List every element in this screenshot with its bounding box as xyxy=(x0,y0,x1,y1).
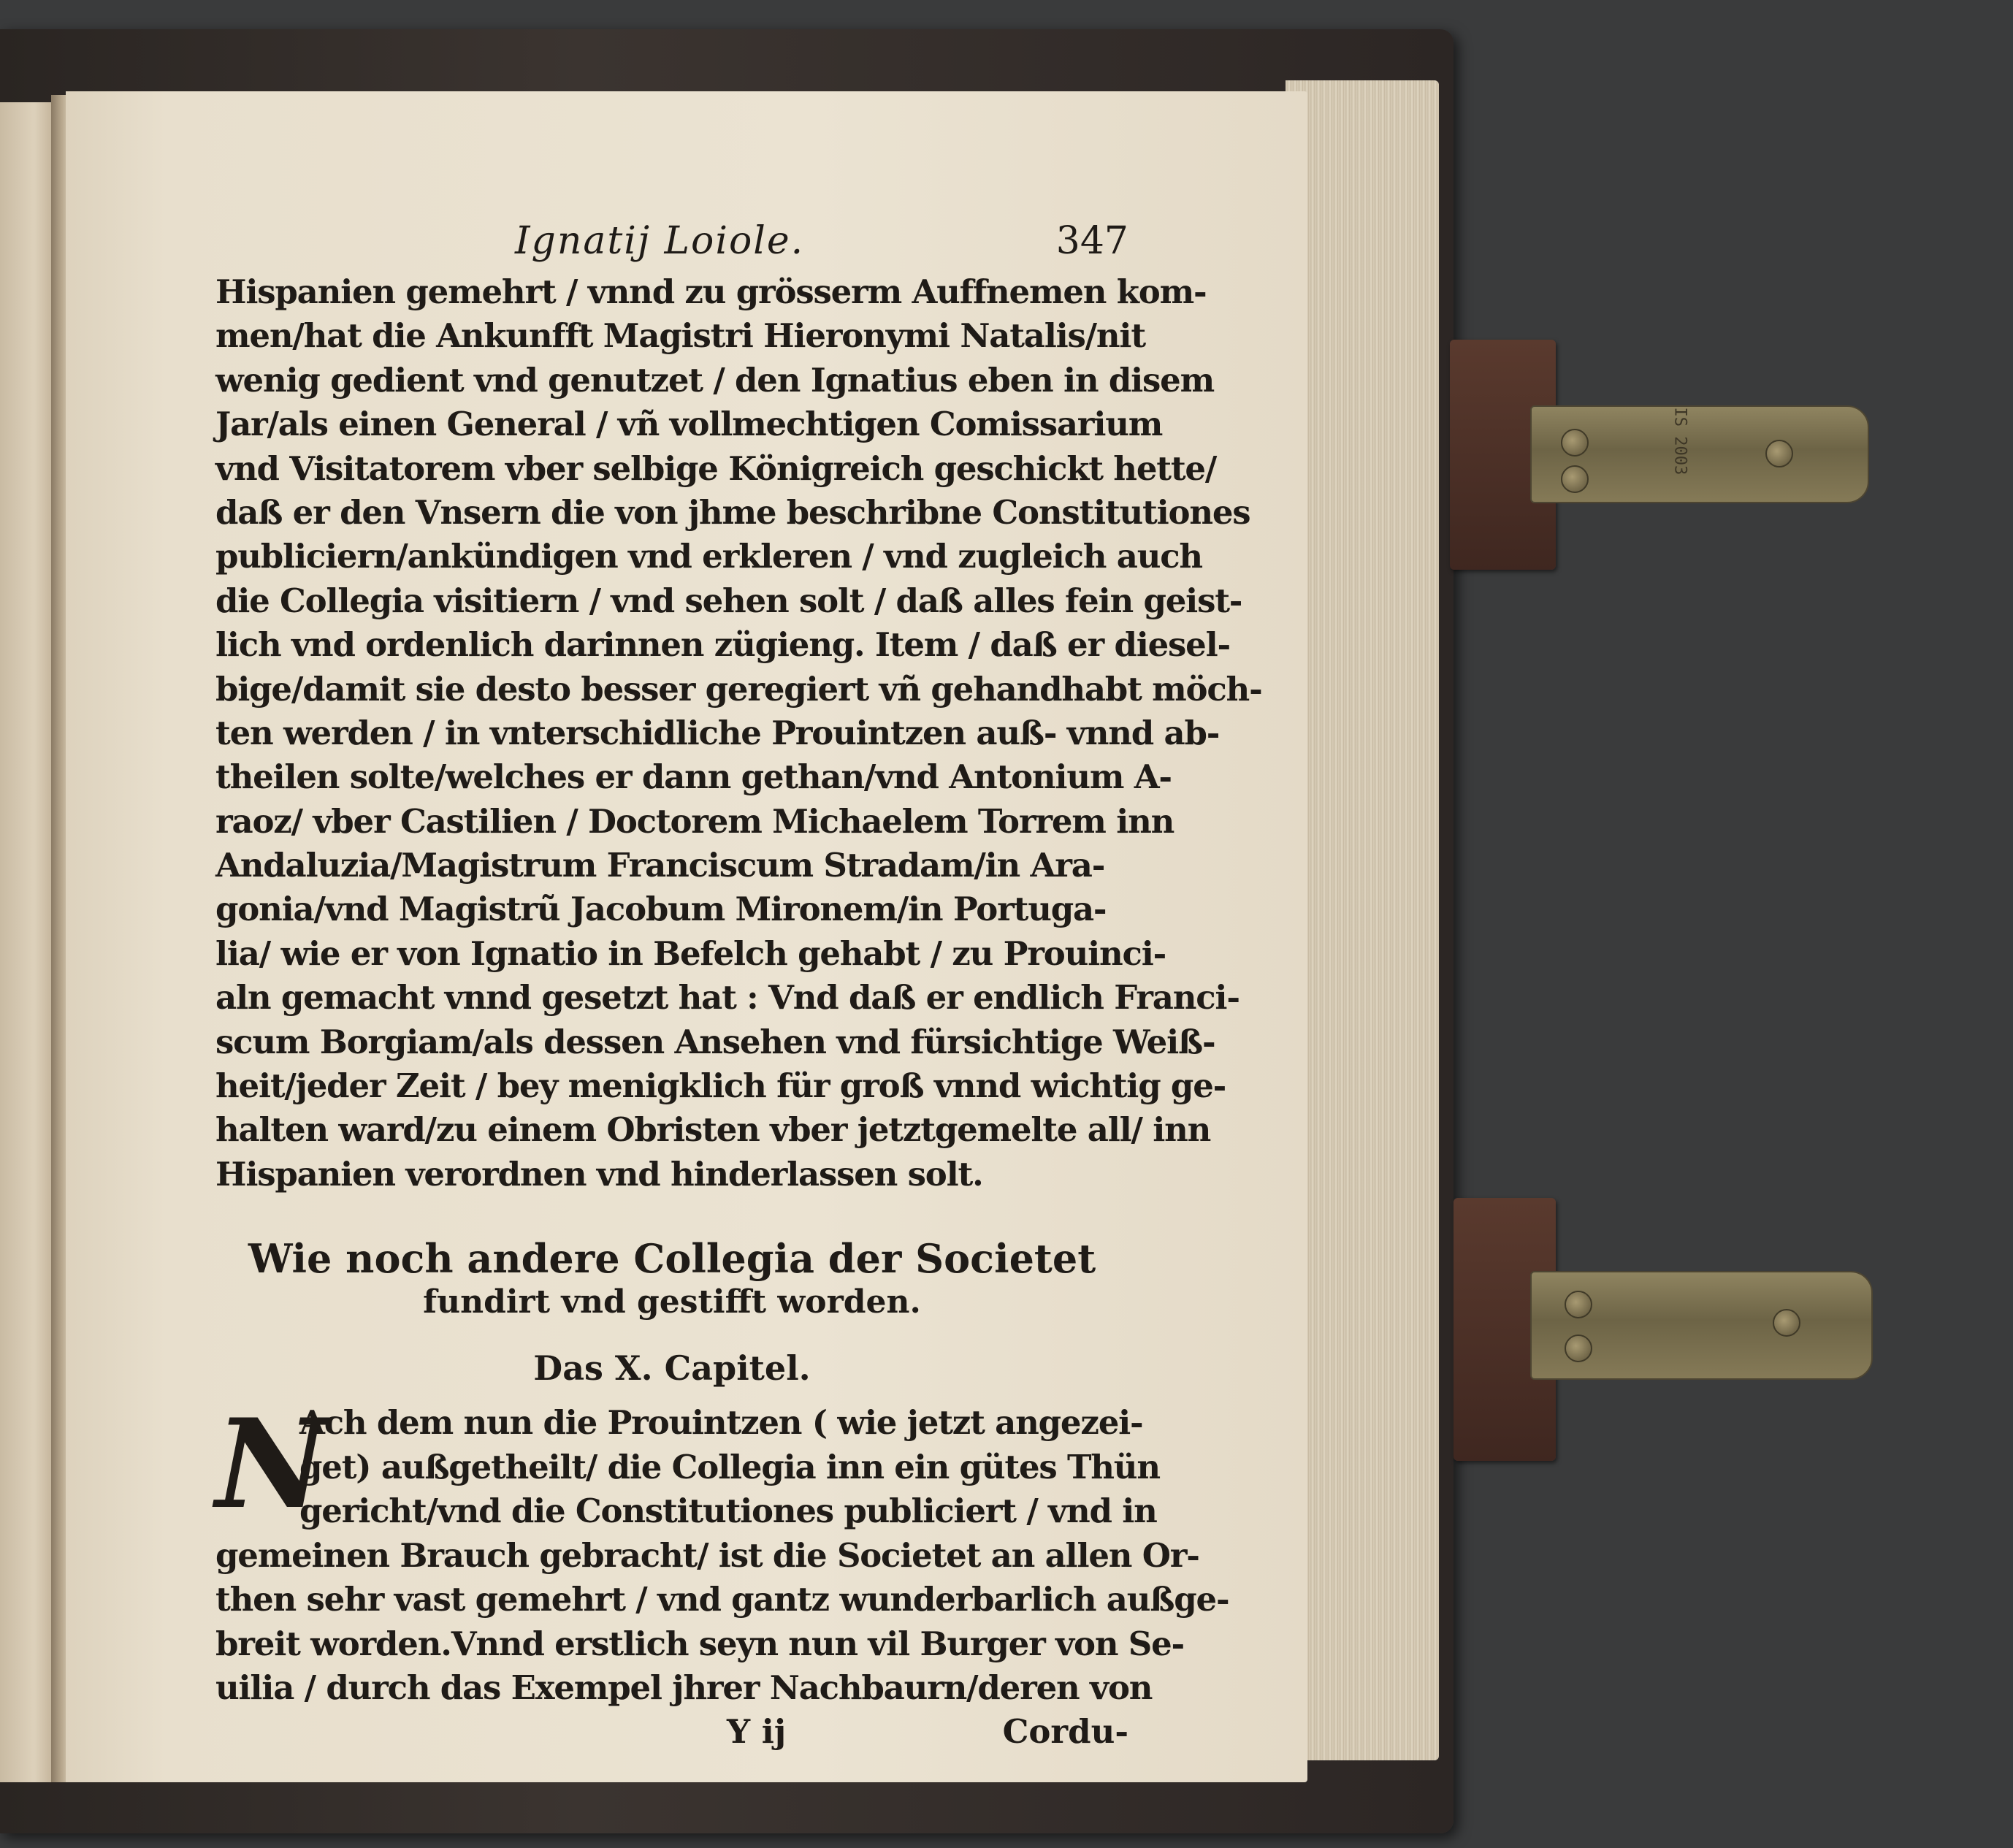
text-line: theilen solte/welches er dann gethan/vnd Antonium A- xyxy=(215,757,1172,797)
signature-mark: Y ij xyxy=(727,1711,787,1751)
section-heading xyxy=(215,1234,1128,1394)
facing-page-edge xyxy=(0,102,57,1782)
section-subtitle: fundirt vnd gestifft worden. xyxy=(423,1283,921,1321)
text-line: scum Borgiam/als dessen Ansehen vnd fürsichtige Weiß- xyxy=(215,1022,1215,1061)
upper-clasp-plate xyxy=(1530,405,1869,503)
chapter-label: Das X. Capitel. xyxy=(533,1348,811,1389)
catchword: Cordu- xyxy=(1002,1711,1128,1751)
text-line: gonia/vnd Magistrũ Jacobum Mironem/in Portuga- xyxy=(215,890,1107,929)
rivet-icon xyxy=(1765,440,1793,467)
text-line: ten werden / in vnterschidliche Prouintzen auß- vnnd ab- xyxy=(215,713,1220,752)
text-line: die Collegia visitiern / vnd sehen solt / daß alles fein geist- xyxy=(215,581,1242,620)
page-footer xyxy=(215,1712,1128,1756)
text-line: Ach dem nun die Prouintzen ( wie jetzt angezei- xyxy=(299,1403,1143,1443)
chapter-text xyxy=(215,1391,1229,1711)
text-line: Jar/als einen General / vñ vollmechtigen Comissarium xyxy=(215,405,1163,444)
rivet-icon xyxy=(1773,1309,1800,1337)
text-line: Hispanien gemehrt / vnnd zu grösserm Auffnemen kom- xyxy=(215,272,1207,311)
page-number: 347 xyxy=(1055,219,1128,263)
book-page xyxy=(66,91,1307,1782)
lower-clasp-plate xyxy=(1530,1271,1873,1380)
text-line: lia/ wie er von Ignatio in Befelch gehabt / zu Prouinci- xyxy=(215,933,1166,973)
section-title: Wie noch andere Collegia der Societet xyxy=(248,1235,1096,1283)
page-edges xyxy=(1286,80,1439,1760)
rivet-icon xyxy=(1565,1335,1592,1362)
text-line: publiciern/ankündigen vnd erkleren / vnd zugleich auch xyxy=(215,537,1202,576)
rivet-icon xyxy=(1561,429,1589,457)
body-text xyxy=(215,270,1262,1196)
rivet-icon xyxy=(1561,465,1589,493)
page-header xyxy=(215,219,1128,270)
text-line: uilia / durch das Exempel jhrer Nachbaurn/deren von xyxy=(215,1668,1153,1708)
shelf-stamp: IS 2003 xyxy=(1670,407,1689,476)
text-line: gericht/vnd die Constitutiones publiciert / vnd in xyxy=(299,1492,1157,1531)
text-line: gemeinen Brauch gebracht/ ist die Societet an allen Or- xyxy=(215,1535,1199,1575)
text-line: lich vnd ordenlich darinnen zügieng. Item / daß er diesel- xyxy=(215,625,1230,665)
text-line: bige/damit sie desto besser geregiert vñ gehandhabt möch- xyxy=(215,669,1262,709)
text-line: raoz/ vber Castilien / Doctorem Michaelem Torrem inn xyxy=(215,801,1174,841)
running-title: Ignatij Loiole. xyxy=(515,219,805,263)
text-block xyxy=(215,219,1262,1756)
drop-cap-initial: N xyxy=(215,1391,328,1537)
rivet-icon xyxy=(1565,1291,1592,1318)
text-line: Hispanien verordnen vnd hinderlassen solt. xyxy=(215,1154,983,1194)
text-line: men/hat die Ankunfft Magistri Hieronymi Natalis/nit xyxy=(215,316,1145,356)
text-line: heit/jeder Zeit / bey menigklich für groß vnnd wichtig ge- xyxy=(215,1066,1226,1106)
text-line: vnd Visitatorem vber selbige Königreich geschickt hette/ xyxy=(215,448,1217,488)
text-line: Andaluzia/Magistrum Franciscum Stradam/in Ara- xyxy=(215,846,1105,885)
text-line: get) außgetheilt/ die Collegia inn ein gütes Thün xyxy=(299,1447,1160,1486)
text-line: wenig gedient vnd genutzet / den Ignatius eben in disem xyxy=(215,360,1215,400)
text-line: daß er den Vnsern die von jhme beschribne Constitutiones xyxy=(215,492,1250,532)
text-line: aln gemacht vnnd gesetzt hat : Vnd daß er endlich Franci- xyxy=(215,978,1239,1017)
text-line: then sehr vast gemehrt / vnd gantz wunderbarlich außge- xyxy=(215,1580,1229,1619)
text-line: breit worden.Vnnd erstlich seyn nun vil Burger von Se- xyxy=(215,1624,1185,1663)
text-line: halten ward/zu einem Obristen vber jetztgemelte all/ inn xyxy=(215,1110,1211,1150)
